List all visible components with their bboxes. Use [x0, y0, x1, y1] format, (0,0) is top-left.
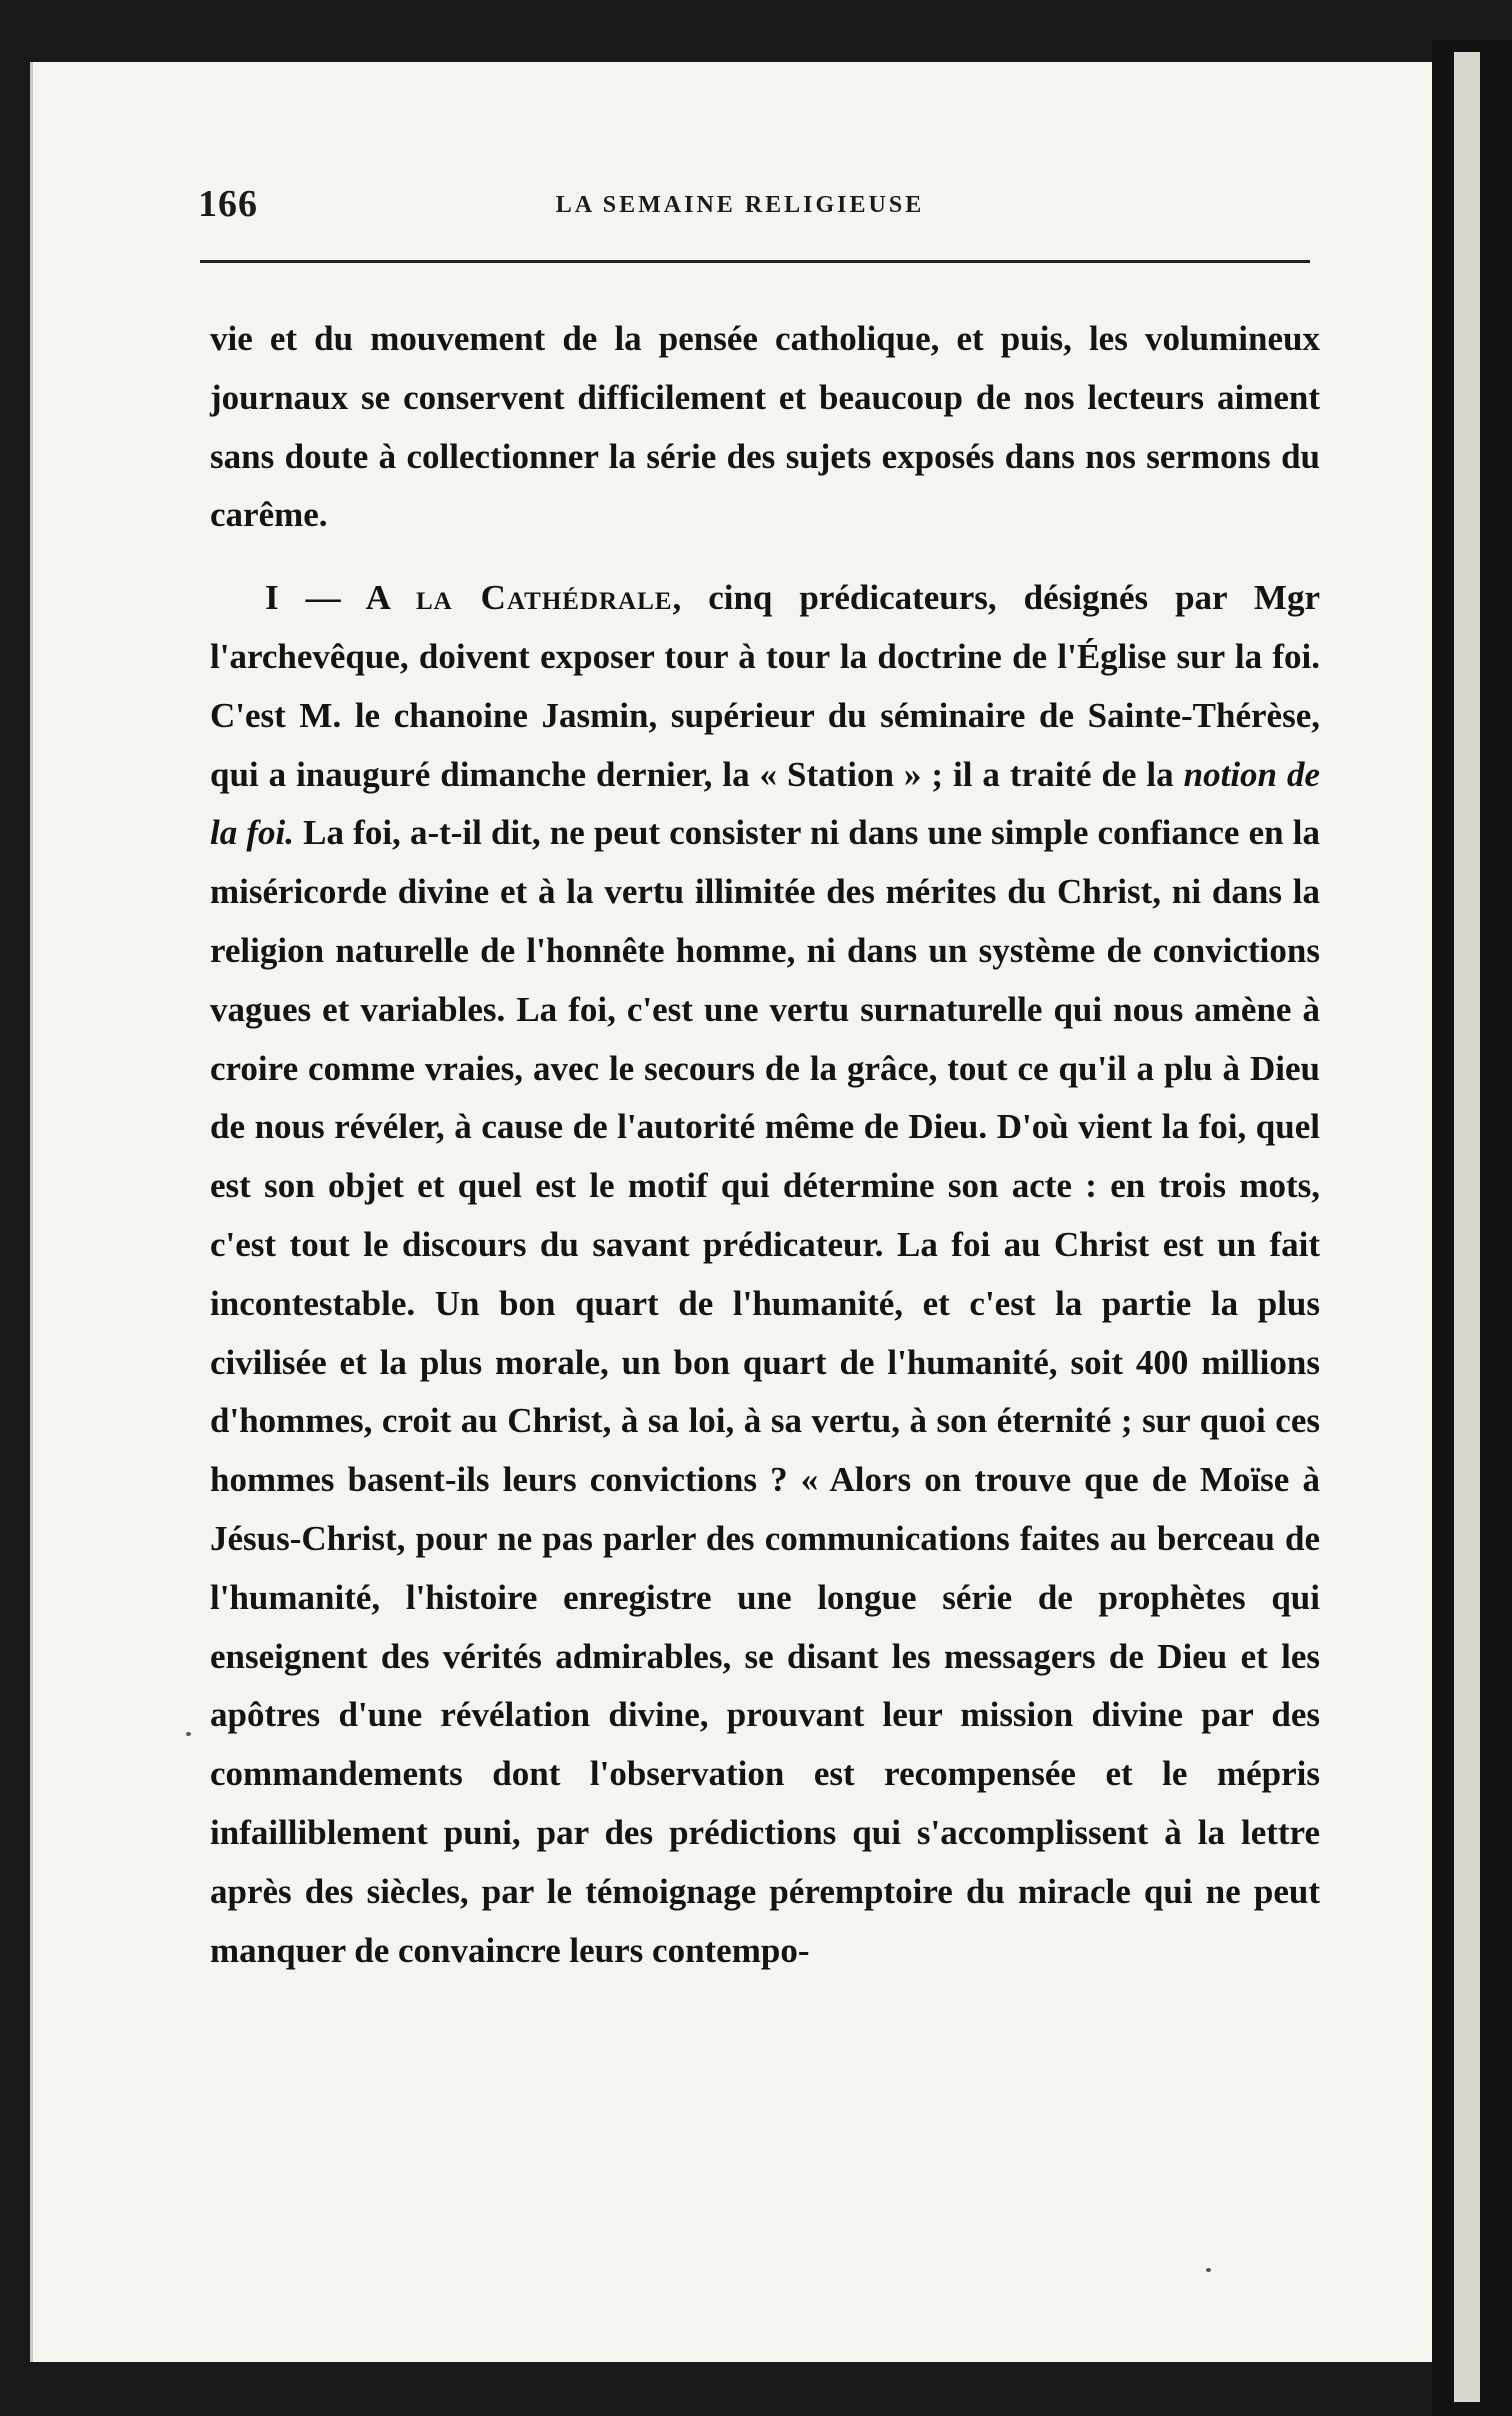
italic-phrase: notion de la foi. — [210, 754, 1321, 853]
paragraph-text-b: La foi, a-t-il dit, ne peut consister ni dans une simple confiance en la miséricorde divine et à la vertu illimitée des mérites du Christ, ni dans la religion naturelle de l'honnête homme, ni dans un système de convictions vagues et variables. La foi, c'est une vertu surnaturelle qui nous amène à croire comme vraies, avec le secours de la grâce, tout ce qu'il a plu à Dieu de nous révéler, à cause de l'autorité même de Dieu. D'où vient la foi, quel est son objet et quel est le motif qui détermine son acte : en trois mots, c'est tout le discours du savant prédicateur. La foi au Christ est un fait incontestable. Un bon quart de l'humanité, et c'est la partie la plus civilisée et la plus morale, un bon quart de l'humanité, soit 400 millions d'hommes, croit au Christ, à sa loi, à sa vertu, à son éternité ; sur quoi ces hommes basent-ils leurs convictions ? « Alors on trouve que de Moïse à Jésus-Christ, pour ne pas parler des communications faites au berceau de l'humanité, l'histoire enregistre une longue série de prophètes qui enseignent des vérités admirables, se disant les messagers de Dieu et les apôtres d'une révélation divine, prouvant leur mission divine par des commandements dont l'observation est recompensée et le mépris infailliblement puni, par des prédictions qui s'accomplissent à la lettre après des siècles, par le témoignage péremptoire du miracle qui ne peut manquer de convaincre leurs contempo- — [210, 813, 1320, 1970]
paragraph-text-a: , cinq prédicateurs, désignés par Mgr l'archevêque, doivent exposer tour à tour la doctrine de l'Église sur la foi. C'est M. le chanoine Jasmin, supérieur du séminaire de Sainte-Thérèse, qui a inauguré dimanche dernier, la « Station » ; il a traité de la — [210, 578, 1320, 794]
scan-speck — [1206, 2268, 1211, 2272]
section-number: I — A — [265, 578, 416, 618]
paragraph-continued: vie et du mouvement de la pensée catholique, et puis, les volumineux journaux se conservent difficilement et beaucoup de nos lecteurs aiment sans doute à collectionner la série des sujets exposés dans nos sermons du carême. — [210, 319, 1320, 535]
adjacent-page-edge — [1432, 40, 1512, 2416]
section-heading-smallcaps: la Cathédrale — [415, 578, 673, 618]
running-head: LA SEMAINE RELIGIEUSE — [555, 192, 925, 218]
next-page-sliver — [1454, 52, 1480, 2402]
header-rule — [200, 260, 1310, 263]
scan-speck — [186, 1732, 191, 1736]
page-number: 166 — [198, 183, 258, 225]
page-header — [170, 120, 1310, 270]
body-text — [210, 310, 1320, 1980]
paragraph-cathedrale — [210, 569, 1320, 1980]
